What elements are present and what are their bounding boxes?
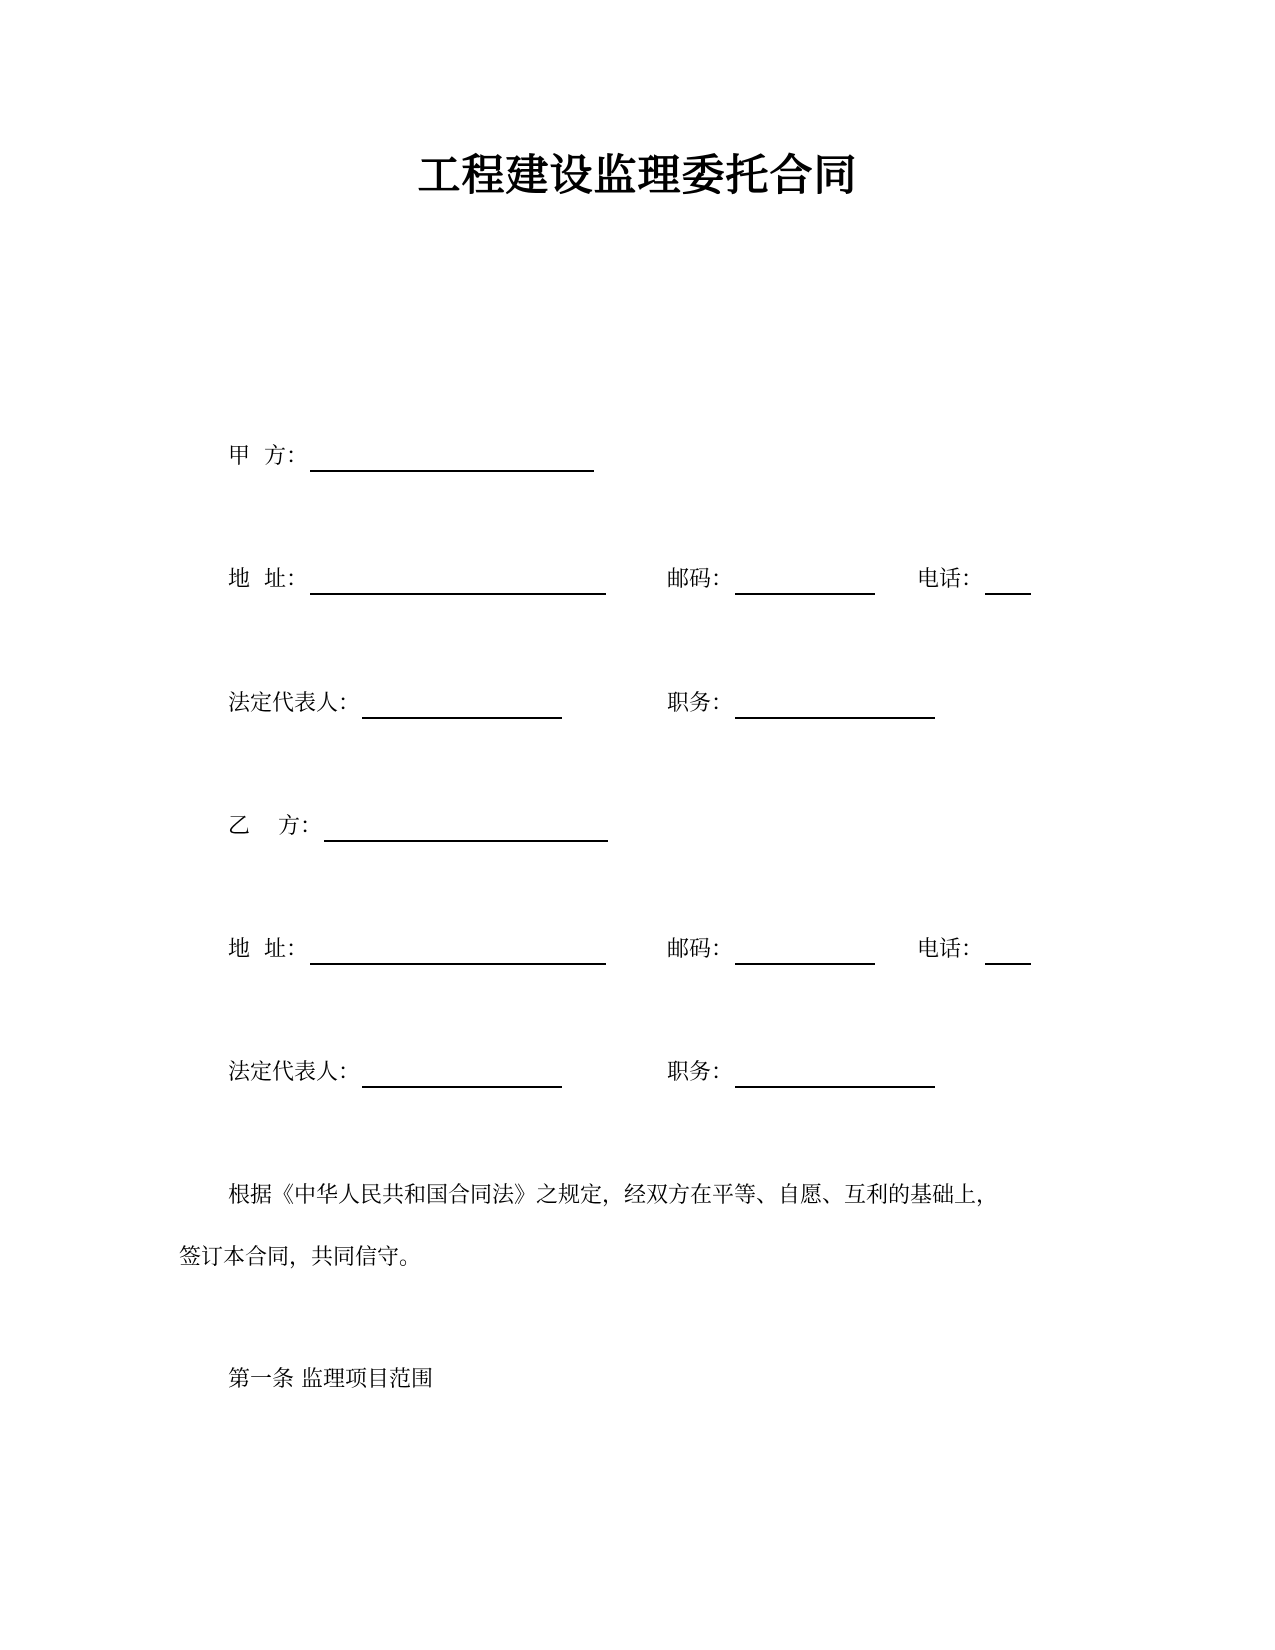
party-a-postcode-field <box>667 565 875 595</box>
party-a-name-field <box>228 442 594 472</box>
party-b-postcode-field <box>667 935 875 965</box>
party-b-phone-field <box>917 935 1031 965</box>
party-a-position-label: 职务： <box>667 691 734 716</box>
party-b-legal-rep-blank[interactable] <box>362 1064 562 1088</box>
party-b-legal-rep-label: 法定代表人： <box>228 1060 361 1085</box>
party-a-legal-rep-blank[interactable] <box>362 695 562 719</box>
party-a-legal-rep-label: 法定代表人： <box>228 691 361 716</box>
party-b-address-blank[interactable] <box>310 941 606 965</box>
preamble-line-1: 根据《中华人民共和国合同法》之规定，经双方在平等、自愿、互利的基础上， <box>228 1183 999 1208</box>
party-b-name-label: 乙 方： <box>228 814 322 839</box>
party-a-address-blank[interactable] <box>310 571 606 595</box>
party-b-position-field <box>667 1058 935 1088</box>
party-a-address-label: 地 址： <box>228 567 308 592</box>
party-a-postcode-label: 邮码： <box>667 567 734 592</box>
party-b-position-blank[interactable] <box>735 1064 935 1088</box>
document-title: 工程建设监理委托合同 <box>417 151 858 201</box>
party-b-postcode-label: 邮码： <box>667 937 734 962</box>
party-b-phone-label: 电话： <box>917 937 984 962</box>
party-b-name-blank[interactable] <box>324 818 608 842</box>
party-a-address-field <box>228 565 606 595</box>
party-b-name-field <box>228 812 608 842</box>
party-a-phone-blank[interactable] <box>985 571 1031 595</box>
party-b-address-label: 地 址： <box>228 937 308 962</box>
party-a-legal-rep-field <box>228 689 562 719</box>
party-a-position-field <box>667 689 935 719</box>
party-b-phone-blank[interactable] <box>985 941 1031 965</box>
article-1-heading: 第一条 监理项目范围 <box>228 1367 433 1392</box>
party-b-address-field <box>228 935 606 965</box>
party-b-position-label: 职务： <box>667 1060 734 1085</box>
party-a-name-blank[interactable] <box>310 448 594 472</box>
preamble-line-2: 签订本合同，共同信守。 <box>179 1245 422 1270</box>
party-a-phone-label: 电话： <box>917 567 984 592</box>
party-a-position-blank[interactable] <box>735 695 935 719</box>
party-a-name-label: 甲 方： <box>228 444 308 469</box>
party-b-legal-rep-field <box>228 1058 562 1088</box>
party-a-phone-field <box>917 565 1031 595</box>
party-b-postcode-blank[interactable] <box>735 941 875 965</box>
party-a-postcode-blank[interactable] <box>735 571 875 595</box>
